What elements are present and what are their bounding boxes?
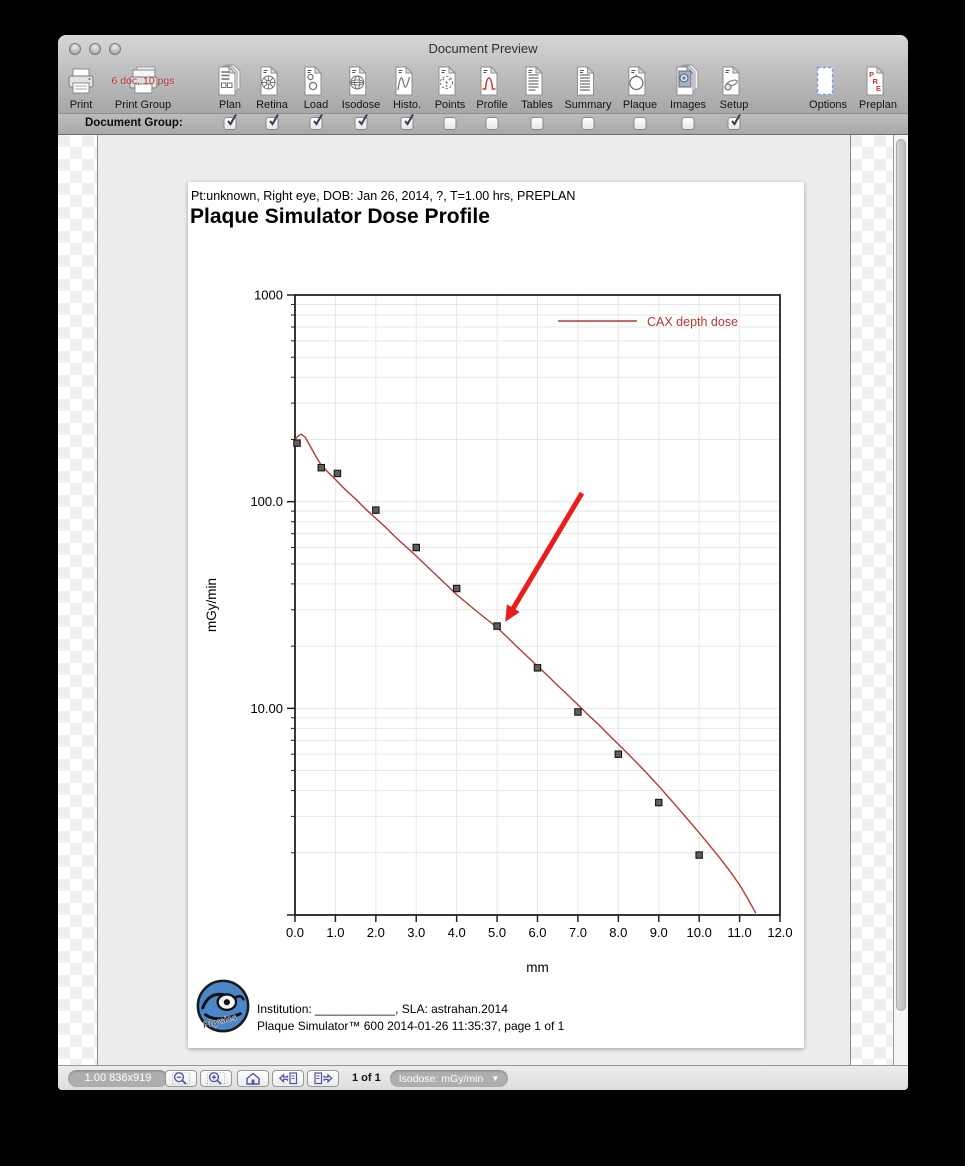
toolbar-button-label: Isodose bbox=[341, 99, 381, 111]
status-bar bbox=[58, 1065, 908, 1090]
toolbar-button-load[interactable] bbox=[299, 65, 333, 111]
x-tick-label: 6.0 bbox=[528, 925, 547, 940]
x-tick-label: 12.0 bbox=[767, 925, 793, 940]
toolbar-button-label: Print Group bbox=[114, 99, 172, 111]
window-title: Document Preview bbox=[428, 41, 538, 56]
toolbar-button-points[interactable] bbox=[433, 65, 467, 111]
svg-text:R: R bbox=[872, 77, 878, 86]
x-tick-label: 4.0 bbox=[447, 925, 466, 940]
toolbar-button-label: Summary bbox=[564, 99, 612, 111]
toolbar-button-profile[interactable] bbox=[475, 65, 509, 111]
report-title: Plaque Simulator Dose Profile bbox=[190, 205, 490, 228]
toolbar-button-label: Plan bbox=[218, 99, 242, 111]
doc-histogram-icon bbox=[390, 65, 424, 98]
document-group-checkbox-profile[interactable] bbox=[486, 117, 499, 130]
document-group-checkbox-retina[interactable] bbox=[266, 117, 279, 130]
toolbar-button-label: Points bbox=[434, 99, 466, 111]
zoom-info-badge: 1.00 836x919 bbox=[68, 1070, 168, 1087]
toolbar-button-label: Plaque bbox=[622, 99, 658, 111]
printer-icon bbox=[64, 65, 98, 98]
data-point-marker bbox=[318, 465, 324, 471]
page-indicator: 1 of 1 bbox=[352, 1072, 381, 1084]
y-axis-label: mGy/min bbox=[204, 578, 219, 632]
title-bar[interactable] bbox=[58, 35, 908, 62]
software-version-line: Plaque Simulator™ 600 2014-01-26 11:35:37, page 1 of 1 bbox=[257, 1019, 565, 1033]
toolbar-button-tables[interactable] bbox=[520, 65, 554, 111]
data-point-marker bbox=[294, 440, 300, 446]
legend-label: CAX depth dose bbox=[647, 315, 739, 329]
toolbar-button-isodose[interactable] bbox=[342, 65, 381, 111]
data-point-marker bbox=[334, 470, 340, 476]
document-group-checkbox-points[interactable] bbox=[444, 117, 457, 130]
toolbar-button-label: Options bbox=[809, 99, 847, 111]
doc-tables-icon bbox=[520, 65, 554, 98]
data-point-marker bbox=[656, 799, 662, 805]
svg-text:P: P bbox=[868, 70, 875, 79]
toolbar-button-print[interactable] bbox=[64, 65, 98, 111]
data-point-marker bbox=[453, 585, 459, 591]
toolbar-button-plan[interactable] bbox=[213, 65, 247, 111]
zoom-button[interactable] bbox=[109, 43, 121, 55]
doc-preplan-icon bbox=[859, 65, 897, 98]
y-tick-label: 10.00 bbox=[250, 700, 283, 716]
institution-line: Institution: ____________, SLA: astrahan.2014 bbox=[257, 1002, 508, 1016]
zoom-out-button[interactable] bbox=[165, 1070, 197, 1087]
data-point-marker bbox=[615, 751, 621, 757]
document-preview-window bbox=[58, 35, 908, 1090]
options-icon bbox=[809, 65, 847, 98]
x-tick-label: 11.0 bbox=[727, 925, 752, 940]
x-tick-label: 3.0 bbox=[407, 925, 426, 940]
next-page-button[interactable] bbox=[307, 1070, 339, 1087]
toolbar-button-label: Profile bbox=[476, 99, 508, 111]
toolbar-button-label: Setup bbox=[719, 99, 749, 111]
document-group-checkbox-images[interactable] bbox=[682, 117, 695, 130]
toolbar-button-label: Preplan bbox=[859, 99, 897, 111]
toolbar-button-print-group[interactable] bbox=[111, 65, 175, 111]
document-group-checkbox-tables[interactable] bbox=[531, 117, 544, 130]
x-tick-label: 0.0 bbox=[285, 925, 305, 940]
document-group-checkbox-load[interactable] bbox=[310, 117, 323, 130]
toolbar-button-label: Load bbox=[303, 99, 329, 111]
chevron-down-icon: ▼ bbox=[491, 1074, 500, 1083]
data-point-marker bbox=[413, 544, 419, 550]
doc-points-icon bbox=[433, 65, 467, 98]
toolbar bbox=[58, 62, 908, 113]
data-point-marker bbox=[534, 665, 540, 671]
toolbar-button-options[interactable] bbox=[809, 65, 847, 111]
document-group-checkbox-histo[interactable] bbox=[401, 117, 414, 130]
dose-profile-chart bbox=[188, 182, 804, 1048]
magnifier-plus-icon bbox=[206, 1071, 227, 1086]
document-group-bar bbox=[58, 113, 908, 135]
doc-profile-icon bbox=[475, 65, 509, 98]
x-tick-label: 10.0 bbox=[686, 925, 712, 940]
vertical-scrollbar[interactable] bbox=[893, 135, 908, 1065]
window-controls bbox=[69, 43, 121, 55]
toolbar-button-retina[interactable] bbox=[255, 65, 289, 111]
data-point-marker bbox=[575, 709, 581, 715]
x-tick-label: 7.0 bbox=[568, 925, 587, 940]
scrollbar-thumb[interactable] bbox=[896, 139, 906, 1011]
document-page bbox=[188, 182, 804, 1048]
document-group-checkbox-setup[interactable] bbox=[728, 117, 741, 130]
toolbar-button-summary[interactable] bbox=[564, 65, 611, 111]
x-tick-label: 5.0 bbox=[488, 925, 507, 940]
doc-plaque-icon bbox=[623, 65, 657, 98]
x-tick-label: 2.0 bbox=[366, 925, 385, 940]
doc-plan-icon bbox=[213, 65, 247, 98]
zoom-in-button[interactable] bbox=[200, 1070, 232, 1087]
logo-physics-text: Physics bbox=[201, 1012, 238, 1031]
y-tick-label: 100.0 bbox=[250, 494, 283, 510]
toolbar-button-plaque[interactable] bbox=[623, 65, 657, 111]
previous-page-button[interactable] bbox=[272, 1070, 304, 1087]
data-point-marker bbox=[494, 623, 500, 629]
print-group-badge: 6 doc, 10 pgs bbox=[111, 75, 175, 87]
y-tick-label: 1000 bbox=[254, 287, 283, 303]
doc-retina-icon bbox=[255, 65, 289, 98]
patient-info-line: Pt:unknown, Right eye, DOB: Jan 26, 2014, ?, T=1.00 hrs, PREPLAN bbox=[191, 189, 576, 203]
toolbar-button-label: Histo. bbox=[392, 99, 422, 111]
toolbar-button-label: Retina bbox=[256, 99, 288, 111]
doc-load-icon bbox=[299, 65, 333, 98]
preview-area bbox=[58, 135, 908, 1065]
doc-images-icon bbox=[670, 65, 706, 98]
toolbar-button-preplan[interactable] bbox=[859, 65, 897, 111]
data-point-marker bbox=[373, 507, 379, 513]
toolbar-button-images[interactable] bbox=[670, 65, 706, 111]
document-group-checkbox-plaque[interactable] bbox=[634, 117, 647, 130]
svg-text:E: E bbox=[875, 84, 882, 93]
home-button[interactable] bbox=[237, 1070, 269, 1087]
x-tick-label: 9.0 bbox=[649, 925, 668, 940]
toolbar-button-label: Tables bbox=[521, 99, 553, 111]
cax-depth-dose-line bbox=[295, 434, 756, 913]
x-tick-label: 1.0 bbox=[326, 925, 345, 940]
page-forward-icon bbox=[313, 1071, 334, 1086]
page-back-icon bbox=[278, 1071, 299, 1086]
document-group-checkbox-isodose[interactable] bbox=[355, 117, 368, 130]
toolbar-button-label: Print bbox=[69, 99, 93, 111]
x-axis-label: mm bbox=[526, 960, 549, 975]
toolbar-button-setup[interactable] bbox=[717, 65, 751, 111]
doc-setup-icon bbox=[717, 65, 751, 98]
toolbar-button-histo[interactable] bbox=[390, 65, 424, 111]
document-group-label: Document Group: bbox=[85, 117, 183, 129]
doc-isodose-icon bbox=[342, 65, 381, 98]
doc-summary-icon bbox=[564, 65, 611, 98]
magnifier-minus-icon bbox=[171, 1071, 192, 1086]
document-group-checkbox-plan[interactable] bbox=[224, 117, 237, 130]
close-button[interactable] bbox=[69, 43, 81, 55]
x-tick-label: 8.0 bbox=[609, 925, 628, 940]
document-group-checkbox-summary[interactable] bbox=[582, 117, 595, 130]
home-icon bbox=[243, 1071, 264, 1086]
eye-physics-logo bbox=[194, 978, 252, 1036]
isodose-units-dropdown[interactable]: Isodose: mGy/min ▼ bbox=[390, 1070, 508, 1087]
minimize-button[interactable] bbox=[89, 43, 101, 55]
toolbar-button-label: Images bbox=[669, 99, 707, 111]
data-point-marker bbox=[696, 852, 702, 858]
